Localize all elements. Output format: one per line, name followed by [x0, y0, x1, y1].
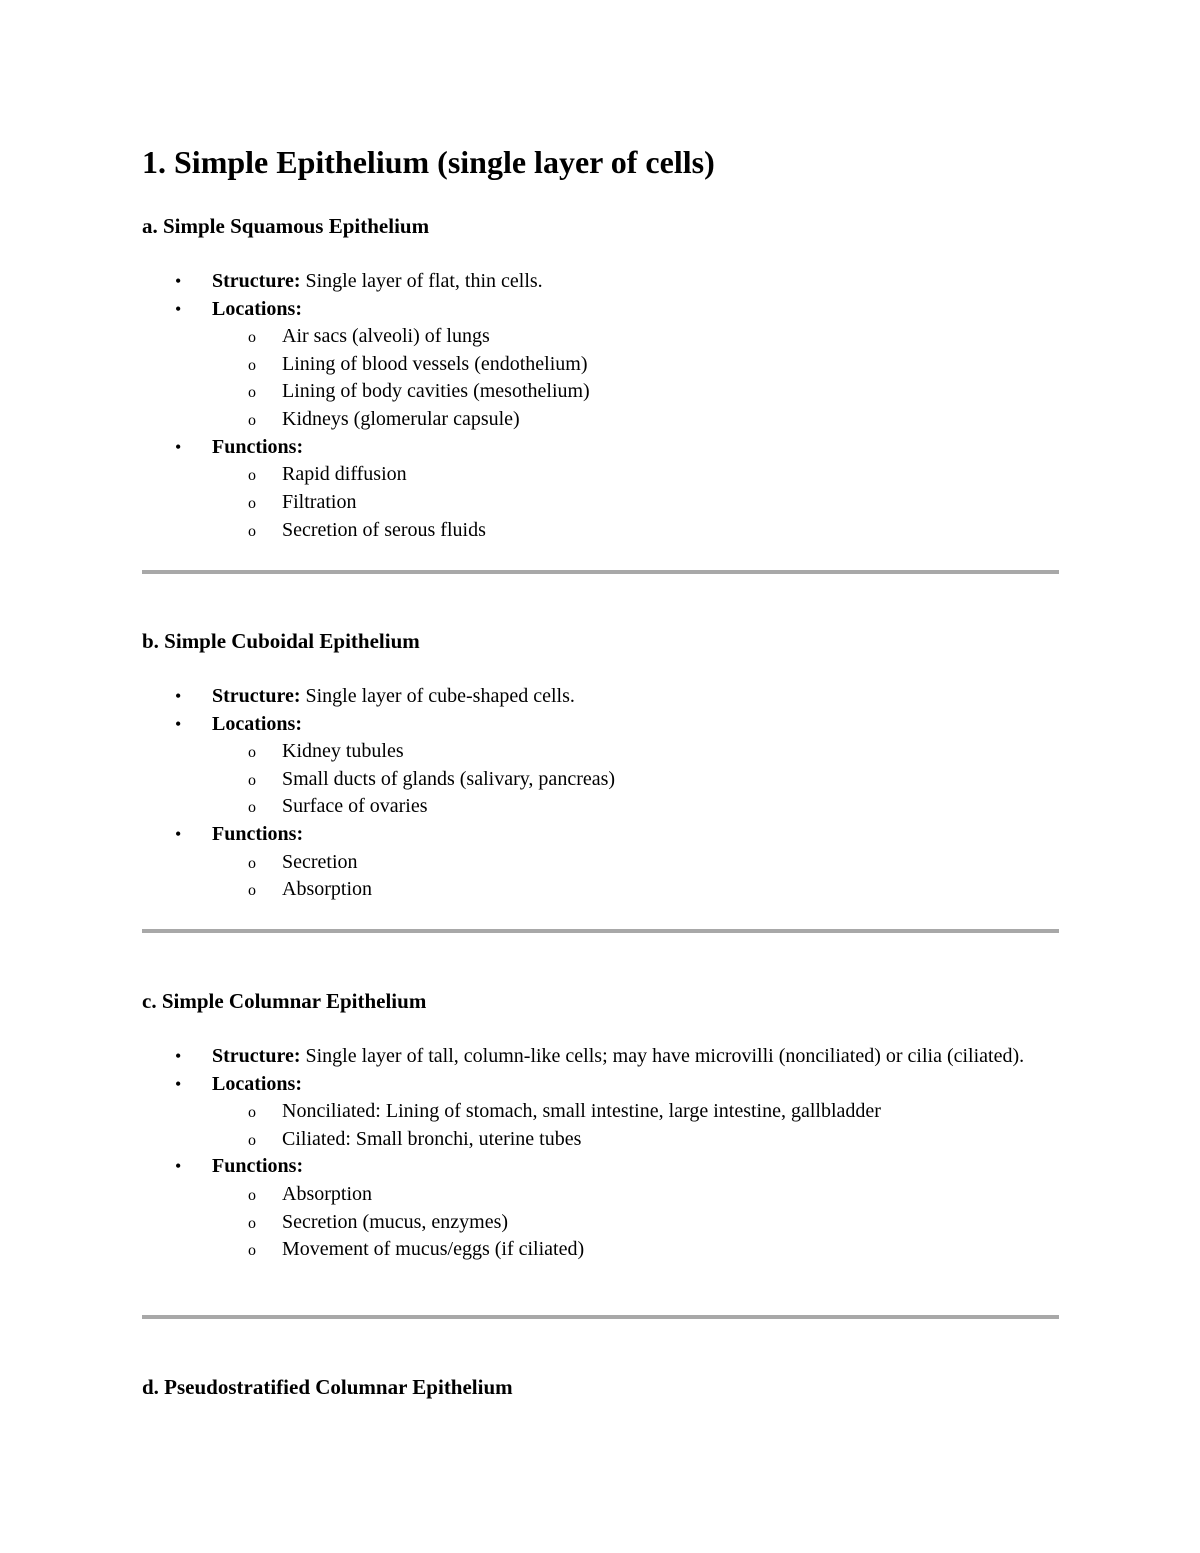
- sub-bullet-marker: o: [248, 467, 256, 485]
- locations-list: [212, 1098, 1040, 1153]
- list-item-structure: [142, 1043, 1060, 1071]
- list-item-text: Filtration: [282, 491, 357, 514]
- list-item-text: Kidney tubules: [282, 740, 404, 762]
- sub-bullet-marker: o: [248, 771, 256, 789]
- bullet-list: [142, 268, 1060, 544]
- page-title: 1. Simple Epithelium (single layer of cells): [142, 144, 715, 180]
- list-item-text: Small ducts of glands (salivary, pancreas): [282, 767, 616, 790]
- list-item-text: Movement of mucus/eggs (if ciliated): [282, 1238, 585, 1261]
- locations-label: Locations:: [212, 297, 302, 320]
- list-item-locations: [142, 711, 1060, 822]
- list-item-text: Nonciliated: Lining of stomach, small intestine, large intestine, gallbladder: [282, 1100, 881, 1122]
- list-item: [212, 738, 1040, 766]
- bullet-marker: •: [175, 824, 182, 845]
- sub-bullet-marker: o: [248, 1131, 256, 1149]
- section-heading: d. Pseudostratified Columnar Epithelium: [142, 1375, 513, 1399]
- sub-bullet-marker: o: [248, 495, 256, 513]
- list-item-text: Secretion (mucus, enzymes): [282, 1210, 509, 1233]
- bullet-marker: •: [175, 1073, 182, 1094]
- locations-label: Locations:: [212, 712, 302, 735]
- bullet-marker: •: [175, 298, 182, 319]
- horizontal-rule: [142, 570, 1059, 574]
- list-item: [212, 1209, 1040, 1237]
- sub-bullet-marker: o: [248, 744, 256, 761]
- bullet-marker: •: [175, 1046, 182, 1066]
- bullet-marker: •: [175, 271, 182, 291]
- list-item: [212, 378, 1040, 406]
- list-item-locations: [142, 296, 1060, 434]
- list-item-structure: [142, 683, 1060, 711]
- list-item-text: Ciliated: Small bronchi, uterine tubes: [282, 1127, 582, 1150]
- horizontal-rule: [142, 929, 1059, 933]
- functions-list: [212, 461, 1040, 544]
- list-item-text: Lining of body cavities (mesothelium): [282, 380, 590, 403]
- list-item: [212, 849, 1040, 877]
- list-item: [212, 1098, 1040, 1126]
- sub-bullet-marker: o: [248, 412, 256, 430]
- bullet-marker: •: [175, 436, 182, 457]
- list-item-locations: [142, 1071, 1060, 1154]
- sub-bullet-marker: o: [248, 356, 256, 374]
- section-simple-cuboidal: [142, 627, 1060, 655]
- sub-bullet-marker: o: [248, 1242, 256, 1260]
- sub-bullet-marker: o: [248, 1104, 256, 1121]
- functions-list: [212, 1181, 1040, 1264]
- list-item: [212, 406, 1040, 434]
- list-item: [212, 1181, 1040, 1209]
- structure-text: Single layer of tall, column-like cells; may have microvilli (nonciliated) or cilia (ciliated).: [305, 1045, 1025, 1067]
- sub-bullet-marker: o: [248, 522, 256, 540]
- section-simple-columnar: [142, 987, 1060, 1015]
- bullet-list: [142, 1043, 1060, 1264]
- functions-list: [212, 849, 1040, 904]
- list-item: [212, 461, 1040, 489]
- section-simple-squamous: [142, 212, 1060, 240]
- list-item-text: Rapid diffusion: [282, 463, 407, 486]
- list-item-text: Secretion: [282, 850, 358, 873]
- structure-text: Single layer of flat, thin cells.: [305, 270, 543, 292]
- list-item: [212, 876, 1040, 904]
- list-item-text: Absorption: [282, 1182, 372, 1205]
- locations-list: [212, 738, 1040, 821]
- section-heading: b. Simple Cuboidal Epithelium: [142, 629, 420, 653]
- list-item-text: Surface of ovaries: [282, 795, 428, 818]
- list-item-text: Air sacs (alveoli) of lungs: [282, 325, 490, 347]
- functions-label: Functions:: [212, 435, 304, 458]
- sub-bullet-marker: o: [248, 882, 256, 900]
- bullet-marker: •: [175, 713, 182, 734]
- sub-bullet-marker: o: [248, 854, 256, 872]
- list-item: [212, 517, 1040, 545]
- list-item: [212, 351, 1040, 379]
- section-heading: a. Simple Squamous Epithelium: [142, 214, 430, 238]
- structure-label: Structure:: [212, 1045, 301, 1067]
- list-item: [212, 489, 1040, 517]
- bullet-marker: •: [175, 1156, 182, 1177]
- locations-label: Locations:: [212, 1072, 302, 1095]
- list-item: [212, 766, 1040, 794]
- locations-list: [212, 323, 1040, 434]
- section-heading: c. Simple Columnar Epithelium: [142, 989, 427, 1013]
- structure-text: Single layer of cube-shaped cells.: [305, 685, 575, 707]
- structure-label: Structure:: [212, 270, 301, 292]
- list-item: [212, 793, 1040, 821]
- list-item-functions: [142, 1153, 1060, 1264]
- sub-bullet-marker: o: [248, 329, 256, 346]
- list-item: [212, 1236, 1040, 1264]
- bullet-marker: •: [175, 686, 182, 706]
- functions-label: Functions:: [212, 823, 304, 846]
- sub-bullet-marker: o: [248, 799, 256, 817]
- bullet-list: [142, 683, 1060, 904]
- sub-bullet-marker: o: [248, 1214, 256, 1232]
- structure-label: Structure:: [212, 685, 301, 707]
- list-item-text: Lining of blood vessels (endothelium): [282, 352, 588, 375]
- horizontal-rule: [142, 1315, 1059, 1319]
- list-item: [212, 1126, 1040, 1154]
- list-item-functions: [142, 434, 1060, 545]
- list-item-structure: [142, 268, 1060, 296]
- section-pseudostratified-columnar: [142, 1373, 1060, 1401]
- sub-bullet-marker: o: [248, 384, 256, 402]
- functions-label: Functions:: [212, 1155, 304, 1178]
- list-item-functions: [142, 821, 1060, 904]
- list-item: [212, 323, 1040, 351]
- list-item-text: Secretion of serous fluids: [282, 518, 486, 541]
- sub-bullet-marker: o: [248, 1186, 256, 1204]
- list-item-text: Kidneys (glomerular capsule): [282, 408, 520, 431]
- list-item-text: Absorption: [282, 878, 372, 901]
